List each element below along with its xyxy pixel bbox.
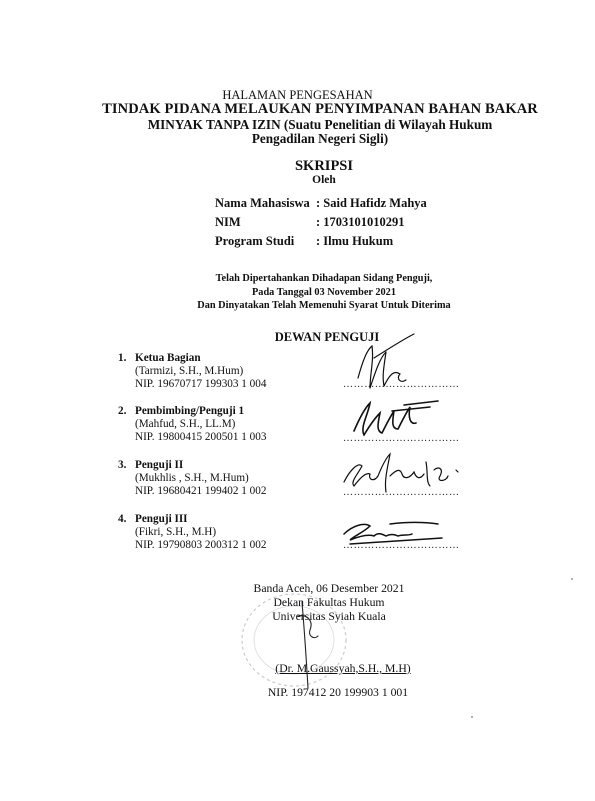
scan-speck bbox=[471, 716, 473, 718]
member-name: (Fikri, S.H., M.H) bbox=[135, 526, 217, 539]
student-identity bbox=[215, 196, 427, 253]
dean-name-text: (Dr. M.Gaussyah,S.H., M.H) bbox=[275, 662, 411, 675]
member-name: (Mahfud, S.H., LL.M) bbox=[135, 418, 236, 431]
dean-signature-image bbox=[262, 596, 362, 696]
student-nim-value: : 1703101010291 bbox=[316, 215, 405, 229]
signature-line-1: …………………………… bbox=[343, 379, 460, 390]
page-heading: HALAMAN PENGESAHAN bbox=[222, 88, 373, 102]
signature-line-2: …………………………… bbox=[343, 433, 460, 444]
member-name: (Tarmizi, S.H., M.Hum) bbox=[135, 365, 244, 378]
member-nip: NIP. 19680421 199402 1 002 bbox=[135, 485, 267, 498]
study-program-label: Program Studi bbox=[215, 234, 295, 248]
thesis-title-line-2: MINYAK TANPA IZIN (Suatu Penelitian di Wilayah Hukum bbox=[147, 117, 493, 132]
board-member-3 bbox=[118, 459, 266, 499]
place-date: Banda Aceh, 06 Desember 2021 bbox=[253, 582, 405, 595]
defense-line-3: Dan Dinyatakan Telah Memenuhi Syarat Untuk Diterima bbox=[197, 300, 451, 311]
thesis-title-line-1: TINDAK PIDANA MELAUKAN PENYIMPANAN BAHAN BAKAR bbox=[102, 101, 538, 117]
student-name-label: Nama Mahasiswa bbox=[215, 196, 310, 210]
member-number: 3. bbox=[118, 459, 127, 471]
signature-line-3: …………………………… bbox=[343, 487, 460, 498]
study-program-value: : Ilmu Hukum bbox=[316, 234, 394, 248]
student-nim-row bbox=[215, 215, 427, 234]
member-number: 1. bbox=[118, 352, 127, 364]
by-label: Oleh bbox=[312, 174, 336, 186]
student-nim-label: NIM bbox=[215, 215, 241, 229]
defense-statement bbox=[0, 272, 595, 313]
defense-line-1: Telah Dipertahankan Dihadapan Sidang Penguji, bbox=[215, 273, 433, 284]
member-nip: NIP. 19670717 199303 1 004 bbox=[135, 378, 267, 391]
document-type: SKRIPSI bbox=[294, 158, 354, 174]
member-role: Ketua Bagian bbox=[135, 352, 201, 364]
member-role: Penguji II bbox=[135, 459, 184, 471]
board-title: DEWAN PENGUJI bbox=[274, 330, 380, 344]
signature-2-image bbox=[330, 395, 460, 445]
university-name: Universitas Syiah Kuala bbox=[272, 610, 386, 623]
thesis-title-line-3: Pengadilan Negeri Sigli) bbox=[251, 131, 389, 146]
signature-1-image bbox=[330, 330, 450, 395]
signature-3-image bbox=[330, 448, 480, 498]
member-nip: NIP. 19790803 200312 1 002 bbox=[135, 539, 267, 552]
scan-speck bbox=[571, 578, 573, 580]
board-member-2 bbox=[118, 405, 266, 445]
signature-line-4: …………………………… bbox=[343, 540, 460, 551]
dean-position: Dekan Fakultas Hukum bbox=[273, 596, 385, 609]
member-role: Pembimbing/Penguji 1 bbox=[135, 405, 245, 417]
dean-nip: NIP. 197412 20 199903 1 001 bbox=[267, 686, 409, 699]
board-member-4 bbox=[118, 513, 266, 553]
student-name-row bbox=[215, 196, 427, 215]
member-role: Penguji III bbox=[135, 513, 188, 525]
member-number: 4. bbox=[118, 513, 127, 525]
board-member-1 bbox=[118, 352, 266, 392]
defense-line-2: Pada Tanggal 03 November 2021 bbox=[252, 286, 396, 298]
signature-4-image bbox=[330, 512, 470, 552]
member-number: 2. bbox=[118, 405, 127, 417]
dean-name bbox=[0, 662, 595, 675]
member-name: (Mukhlis , S.H., M.Hum) bbox=[135, 472, 249, 485]
member-nip: NIP. 19800415 200501 1 003 bbox=[135, 431, 267, 444]
study-program-row bbox=[215, 234, 427, 253]
student-name-value: : Said Hafidz Mahya bbox=[316, 196, 427, 210]
